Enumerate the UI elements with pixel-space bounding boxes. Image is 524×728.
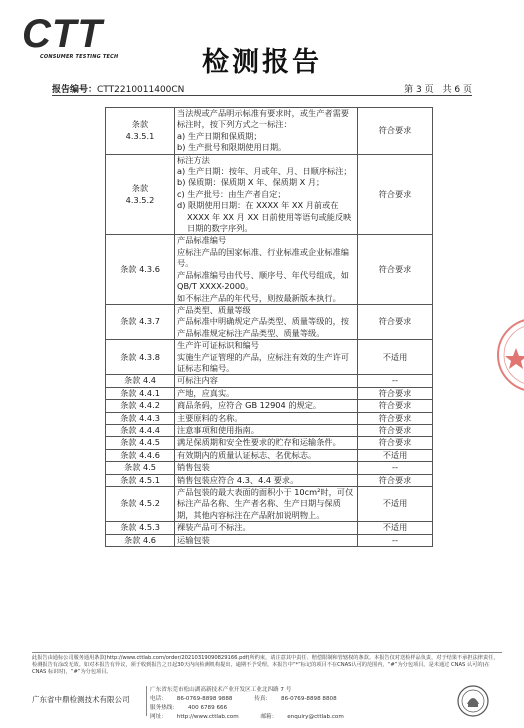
clause-cell — [106, 400, 175, 412]
clause-cell — [106, 375, 175, 387]
result-cell: 符合要求 — [358, 304, 433, 339]
result-cell: 不适用 — [358, 522, 433, 534]
partial-red-stamp — [494, 300, 524, 410]
tel: 86-0769-8898 9888 — [176, 696, 233, 702]
clause-cell — [106, 474, 175, 486]
result-cell: 符合要求 — [358, 387, 433, 399]
footer-separator — [146, 686, 147, 716]
result-cell: 不适用 — [358, 340, 433, 375]
clause-text: 条款 — [131, 183, 149, 194]
requirement-text: b) 生产批号和限期使用日期。 — [177, 142, 287, 153]
fax-label: 传真： — [254, 696, 272, 702]
result-cell: 不适用 — [358, 449, 433, 461]
result-cell: 符合要求 — [358, 412, 433, 424]
clause-cell — [106, 304, 175, 339]
table-row — [106, 534, 433, 546]
table-row — [106, 474, 433, 486]
table-row — [106, 154, 433, 235]
clause-text: 条款 4.5 — [124, 462, 156, 473]
requirement-cell — [175, 437, 358, 449]
header-divider — [52, 95, 472, 96]
clause-text: 条款 4.4.5 — [120, 437, 160, 448]
requirement-cell — [175, 340, 358, 375]
table-row — [106, 449, 433, 461]
clause-text: 条款 4.3.7 — [120, 316, 160, 327]
report-no-label: 报告编号： — [52, 85, 98, 95]
requirement-text: 标注方法 — [177, 154, 210, 165]
requirement-text: 销售包装 — [177, 462, 210, 473]
requirement-text: 实施生产证管理的产品，应标注有效的生产许可证标志和编号。 — [177, 351, 349, 373]
clause-text: 条款 — [131, 119, 149, 130]
table-row — [106, 412, 433, 424]
requirement-cell — [175, 108, 358, 155]
clause-cell — [106, 449, 175, 461]
clause-text: 4.3.5.1 — [125, 130, 155, 141]
hotline-label: 服务热线： — [150, 705, 178, 711]
requirement-text: 当法规或产品明示标准有要求时，或生产者需要标注时，按下列方式之一标注： — [177, 108, 349, 130]
logo-tagline: CONSUMER TESTING TECH — [40, 54, 119, 60]
footer-statement: 此报告由通标公司服务通用条款(http://www.cttlab.com/order/20210319090829166.pdf)所约束，请注意其中责任、赔偿限制和管辖权的条款。本报告仅对送检样品负责，对于结果不承担法律责任，检测报告有涂改无效。如对本报告有异议，须于收到报告之日起30天内向检测机构提出，逾期不予受理。本报告中“*”标记的项目不在CNAS认可的范围内，“#”为分包项目。是未通过 CNAS 认可的(在CNAS 标识时)，“#”为分包项目。 — [32, 655, 499, 675]
requirement-text: c) 生产批号：由生产者自定； — [177, 188, 286, 199]
clause-cell — [106, 522, 175, 534]
email-link[interactable]: enquiry@cttlab.com — [287, 714, 344, 720]
result-cell: 符合要求 — [358, 400, 433, 412]
requirement-cell — [175, 522, 358, 534]
result-cell: 符合要求 — [358, 235, 433, 304]
requirement-text: 产品类型、质量等级 — [177, 304, 251, 315]
requirement-text: 如不标注产品的年代号，则按最新版本执行。 — [177, 292, 341, 303]
company-name: 广东省中鼎检测技术有限公司 — [32, 695, 130, 704]
fax: 86-0769-8898 8808 — [281, 696, 337, 702]
requirement-text: 应标注产品的国家标准、行业标准或企业标准编号。 — [177, 246, 349, 269]
clause-cell — [106, 437, 175, 449]
result-cell: -- — [358, 462, 433, 474]
result-cell: 不适用 — [358, 487, 433, 522]
requirement-cell — [175, 462, 358, 474]
table-row — [106, 437, 433, 449]
result-cell: 符合要求 — [358, 474, 433, 486]
table-row — [106, 487, 433, 522]
table-row — [106, 400, 433, 412]
clause-text: 条款 4.4.6 — [120, 449, 160, 460]
clause-cell — [106, 412, 175, 424]
requirement-cell — [175, 304, 358, 339]
report-meta — [52, 82, 472, 95]
clause-text: 条款 4.4 — [124, 375, 156, 386]
requirement-cell — [175, 375, 358, 387]
requirement-cell — [175, 154, 358, 235]
result-cell: 符合要求 — [358, 437, 433, 449]
hotline: 400 6789 666 — [187, 705, 228, 711]
requirement-text: 裸装产品可不标注。 — [177, 522, 251, 533]
clause-text: 条款 4.3.6 — [120, 263, 160, 274]
tel-label: 电话： — [150, 696, 167, 702]
requirement-cell — [175, 424, 358, 436]
clause-text: 条款 4.5.2 — [120, 498, 160, 509]
report-no: CTT2210011400CN — [97, 85, 185, 95]
requirement-cell — [175, 449, 358, 461]
requirement-text: a) 生产日期和保质期； — [177, 130, 262, 141]
clause-cell — [106, 340, 175, 375]
clause-text: 4.3.5.2 — [125, 194, 155, 205]
clause-text: 条款 4.3.8 — [120, 351, 160, 362]
clause-text: 条款 4.4.4 — [120, 424, 160, 435]
email-label: 邮箱： — [260, 714, 278, 720]
clause-cell — [106, 108, 175, 155]
result-cell: 符合要求 — [358, 108, 433, 155]
requirement-cell — [175, 534, 358, 546]
requirement-text: 主要原料的名称。 — [177, 412, 243, 423]
logo-brand: CTT — [22, 12, 103, 56]
table-row — [106, 424, 433, 436]
result-cell: -- — [358, 375, 433, 387]
clause-text: 条款 4.5.1 — [120, 474, 160, 485]
footer-divider — [32, 652, 502, 653]
requirement-text: 满足保质期和安全性要求的贮存和运输条件。 — [177, 437, 341, 448]
website-link[interactable]: http://www.cttlab.com — [176, 714, 239, 720]
table-row — [106, 522, 433, 534]
clause-text: 条款 4.5.3 — [120, 522, 160, 533]
clause-text: 条款 4.6 — [124, 534, 156, 545]
clause-cell — [106, 387, 175, 399]
page-indicator: 第 3 页 共 6 页 — [404, 85, 472, 95]
table-row — [106, 387, 433, 399]
requirement-cell — [175, 487, 358, 522]
requirement-text: 产品标准编号 — [177, 235, 227, 246]
requirement-text: 产品标准编号由代号、顺序号、年代号组成，如 QB/T XXXX-2000。 — [177, 269, 349, 292]
requirement-text: a) 生产日期：按年、月或年、月、日顺序标注； — [177, 166, 352, 177]
clause-cell — [106, 487, 175, 522]
clause-text: 条款 4.4.1 — [120, 387, 160, 398]
clause-text: 条款 4.4.2 — [120, 400, 160, 411]
table-row — [106, 304, 433, 339]
requirement-cell — [175, 387, 358, 399]
clause-text: 条款 4.4.3 — [120, 412, 160, 423]
requirement-text: 产品标准中明确规定产品类型、质量等级的，按产品标准规定标注产品类型、质量等级。 — [177, 316, 349, 338]
requirement-text: 销售包装应符合 4.3、4.4 要求。 — [177, 474, 299, 485]
requirement-text: d) 限期使用日期：在 XXXX 年 XX 月前或在 XXXX 年 XX 月 XX 日前使用等语句或能反映日期的数字序列。 — [177, 200, 352, 234]
clause-cell — [106, 462, 175, 474]
requirement-text: b) 保质期：保质期 X 年、保质期 X 月； — [177, 177, 325, 188]
result-cell: 符合要求 — [358, 424, 433, 436]
clause-cell — [106, 424, 175, 436]
result-cell: 符合要求 — [358, 154, 433, 235]
requirement-text: 有效期内的质量认证标志、名优标志。 — [177, 449, 317, 460]
requirement-cell — [175, 412, 358, 424]
requirement-text: 产品包装的最大表面的面积小于 10cm²时，可仅标注产品名称、生产者名称、生产日期与保质期，其他内容标注在产品附加说明物上。 — [177, 487, 354, 520]
report-title: 检测报告 — [202, 47, 322, 78]
clause-cell — [106, 534, 175, 546]
table-row — [106, 375, 433, 387]
clause-cell — [106, 154, 175, 235]
requirement-cell — [175, 474, 358, 486]
result-cell: -- — [358, 534, 433, 546]
requirement-text: 注意事项和使用指南。 — [177, 424, 259, 435]
contact-block — [150, 686, 440, 722]
table-row — [106, 235, 433, 304]
requirement-cell — [175, 400, 358, 412]
clause-cell — [106, 235, 175, 304]
requirement-text: 商品条码，应符合 GB 12904 的规定。 — [177, 400, 322, 411]
table-row — [106, 340, 433, 375]
requirement-text: 生产许可证标识和编号 — [177, 340, 259, 351]
web-label: 网址： — [150, 714, 167, 720]
accreditation-seal-icon — [456, 684, 490, 718]
requirement-text: 运输包装 — [177, 534, 210, 545]
address: 广东省东莞市松山湖高新技术产业开发区工业北四路 7 号 — [150, 687, 292, 693]
requirement-text: 产地，应真实。 — [177, 387, 235, 398]
requirement-text: 可标注内容 — [177, 375, 218, 386]
table-row — [106, 108, 433, 155]
inspection-table — [105, 107, 433, 547]
requirement-cell — [175, 235, 358, 304]
table-row — [106, 462, 433, 474]
